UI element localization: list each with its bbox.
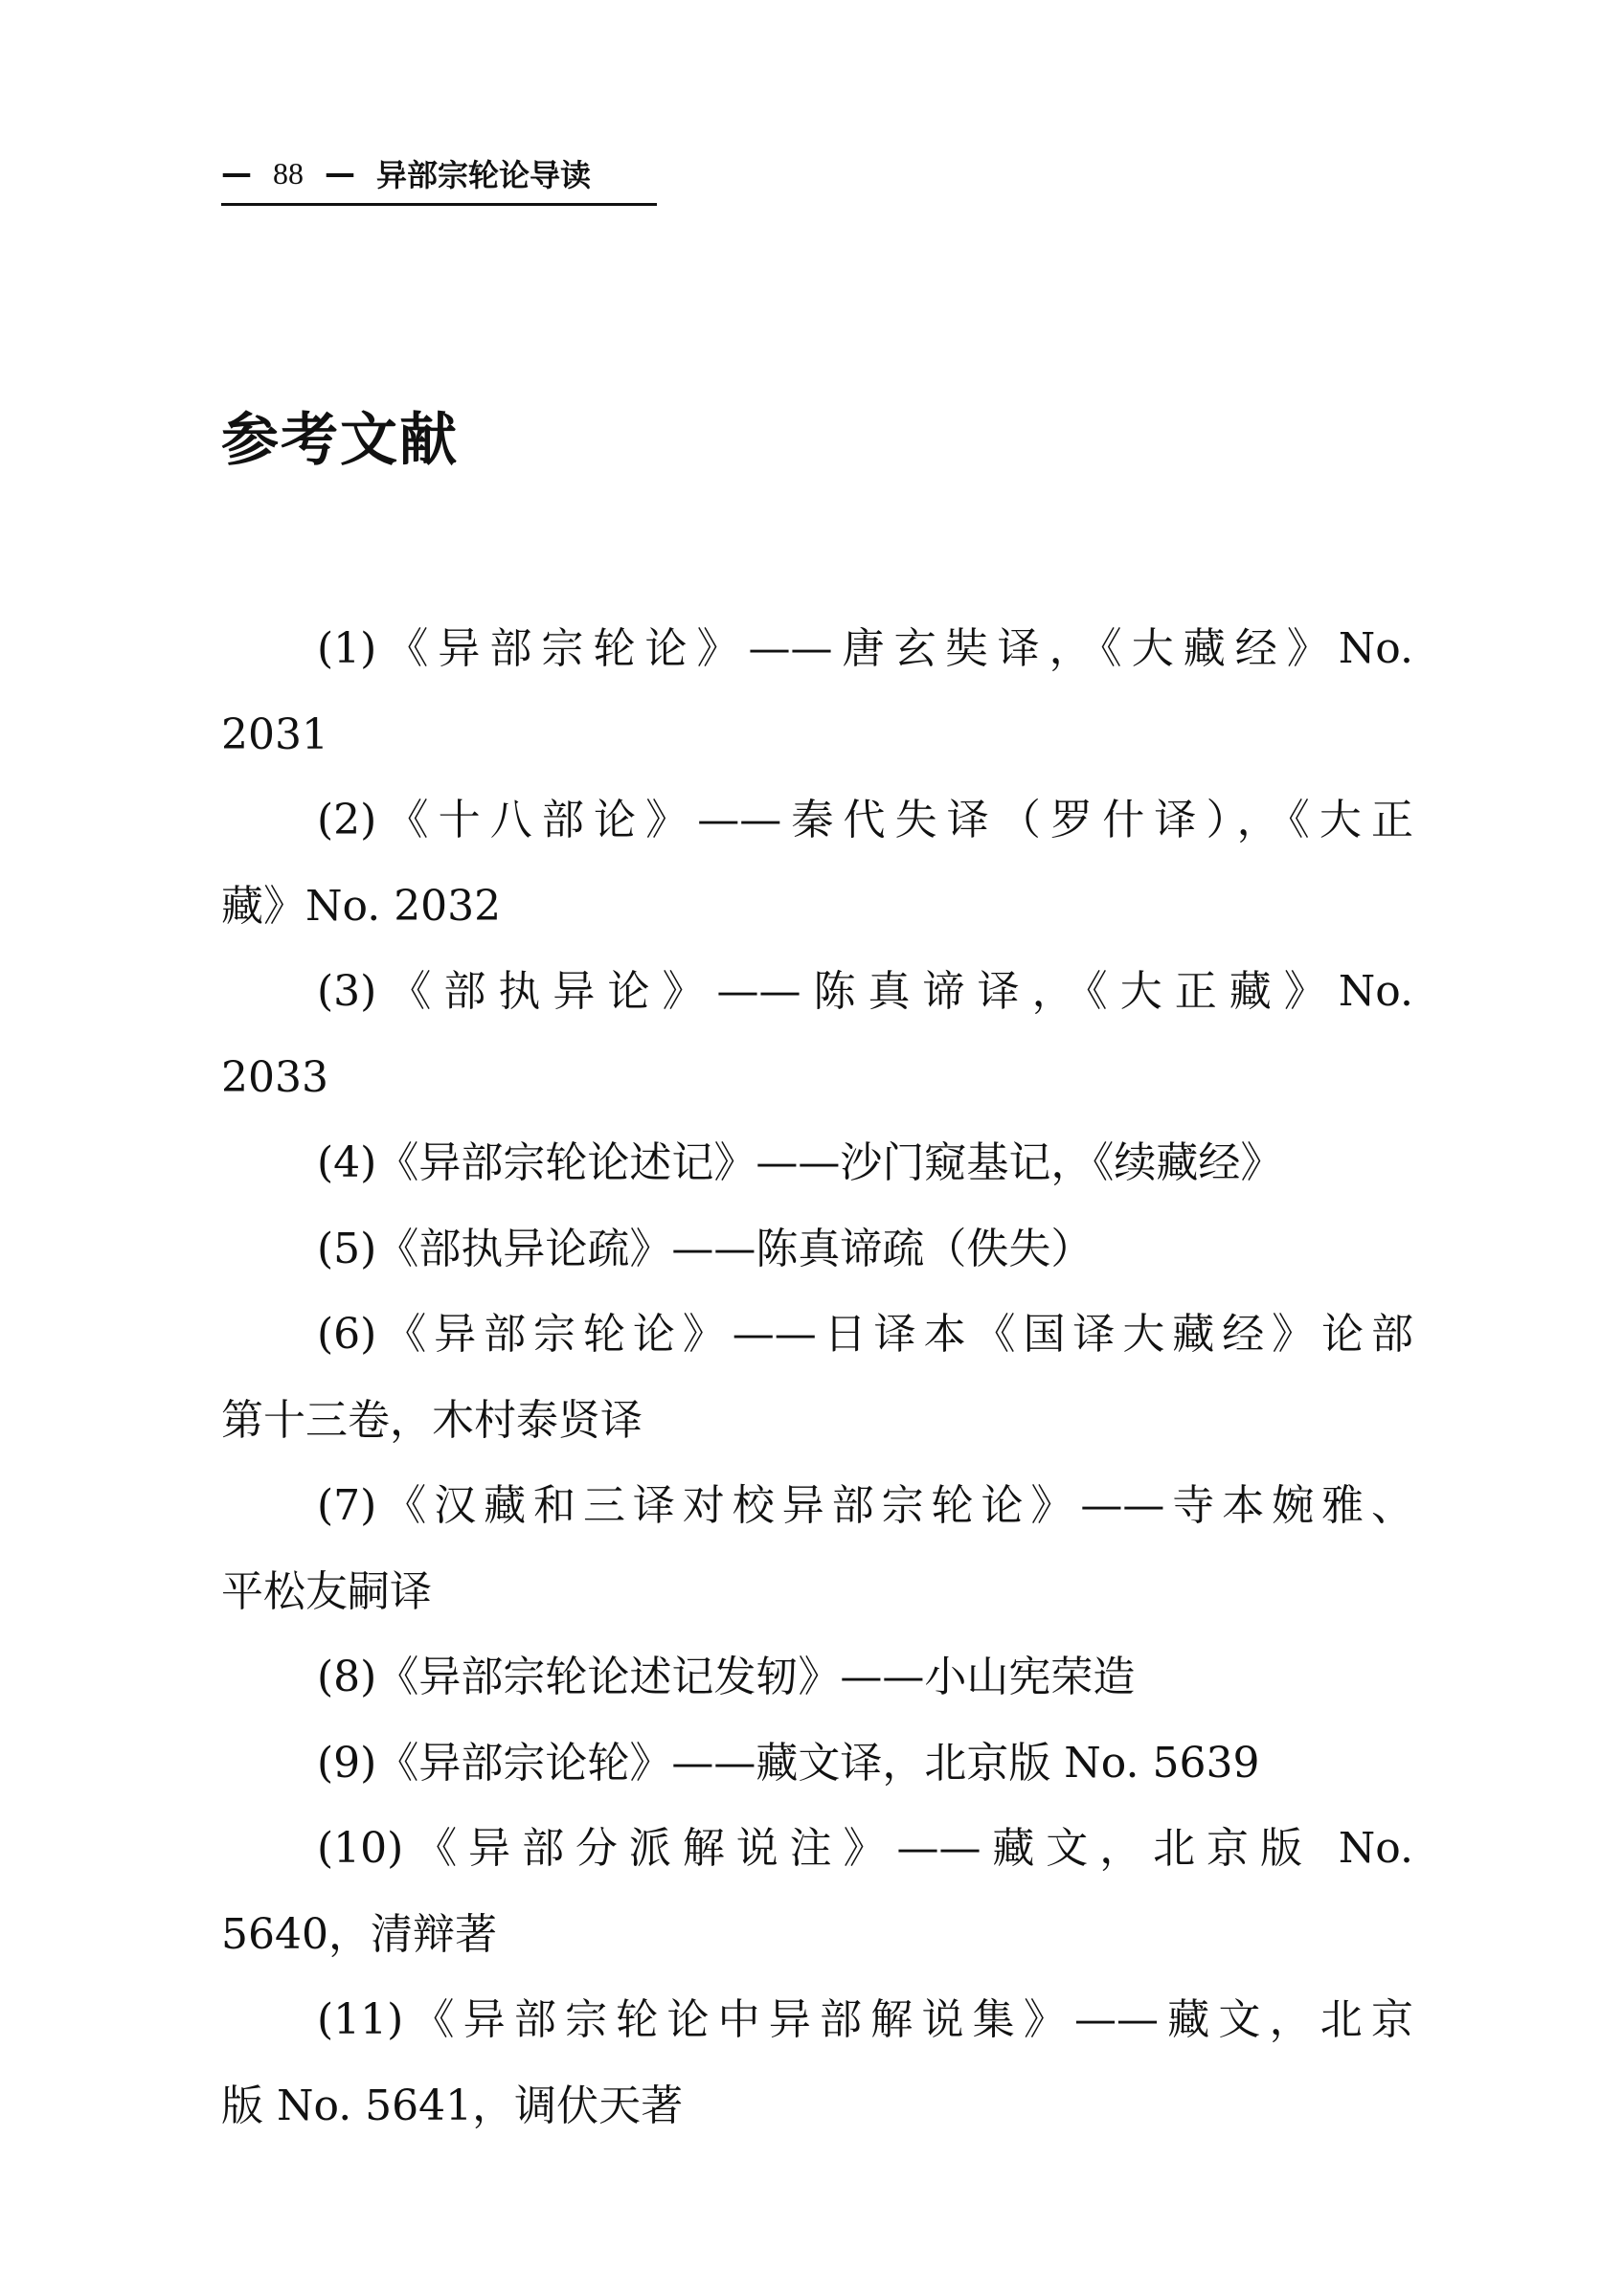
reference-item: (4)《异部宗轮论述记》——沙门窥基记，《续藏经》	[317, 1138, 1283, 1187]
reference-continuation: 2033	[221, 1052, 328, 1102]
reference-item: (3)《部执异论》——陈真谛译，《大正藏》No.	[317, 967, 1413, 1016]
header-dash-right: —	[325, 155, 355, 191]
reference-item: (9)《异部宗论轮》——藏文译，北京版 No. 5639	[317, 1738, 1260, 1788]
reference-continuation: 2031	[221, 709, 328, 759]
reference-item: (8)《异部宗轮论述记发轫》——小山宪荣造	[317, 1653, 1136, 1701]
reference-item: (2)《十八部论》——秦代失译（罗什译），《大正	[317, 796, 1413, 844]
reference-item: (1)《异部宗轮论》——唐玄奘译，《大藏经》No.	[317, 624, 1413, 673]
reference-item: (7)《汉藏和三译对校异部宗轮论》——寺本婉雅、	[317, 1481, 1413, 1530]
reference-continuation: 平松友嗣译	[221, 1566, 432, 1616]
page-number: 88	[273, 155, 304, 191]
reference-item: (6)《异部宗轮论》——日译本《国译大藏经》论部	[317, 1310, 1413, 1359]
reference-continuation: 5640，清辩著	[221, 1909, 497, 1959]
running-header	[221, 151, 657, 206]
reference-item: (11)《异部宗轮论中异部解说集》——藏文，北京	[317, 1995, 1413, 2044]
reference-item: (10)《异部分派解说注》——藏文，北京版 No.	[317, 1824, 1413, 1873]
reference-continuation: 第十三卷，木村泰贤译	[221, 1395, 643, 1445]
section-title: 参考文献	[221, 407, 459, 474]
reference-list	[221, 618, 1413, 2160]
reference-continuation: 版 No. 5641，调伏天著	[221, 2081, 684, 2130]
header-dash-left: —	[221, 155, 252, 191]
reference-item: (5)《部执异论疏》——陈真谛疏（佚失）	[317, 1224, 1094, 1273]
book-title: 异部宗轮论导读	[376, 157, 592, 193]
reference-continuation: 藏》No. 2032	[221, 881, 502, 931]
